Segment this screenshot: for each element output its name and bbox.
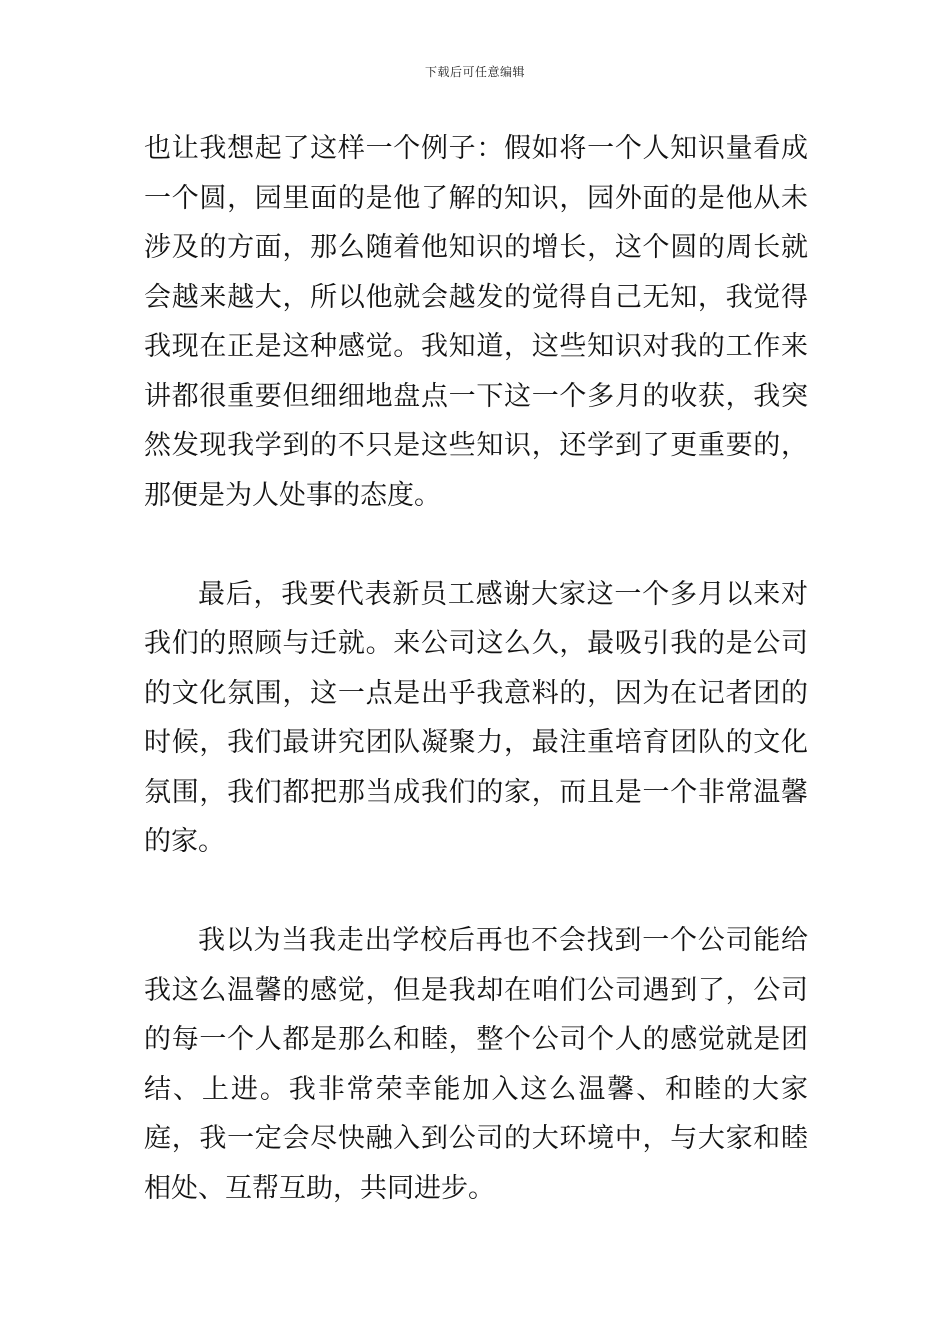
paragraph-gap [144,867,808,917]
paragraph-2: 最后，我要代表新员工感谢大家这一个多月以来对我们的照顾与迁就。来公司这么久，最吸引我的是公司的文化氛围，这一点是出乎我意料的，因为在记者团的时候，我们最讲究团队凝聚力，最注重培育团队的文化氛围，我们都把那当成我们的家，而且是一个非常温馨的家。 [144,578,808,857]
paragraph-gap [144,520,808,570]
paragraph-3: 我以为当我走出学校后再也不会找到一个公司能给我这么温馨的感觉，但是我却在咱们公司遇到了，公司的每一个人都是那么和睦，整个公司个人的感觉就是团结、上进。我非常荣幸能加入这么温馨、和睦的大家庭，我一定会尽快融入到公司的大环境中，与大家和睦相处、互帮互助，共同进步。 [144,925,808,1204]
page-header-note: 下载后可任意编辑 [424,65,525,79]
paragraph-1: 也让我想起了这样一个例子：假如将一个人知识量看成一个圆，园里面的是他了解的知识，园外面的是他从未涉及的方面，那么随着他知识的增长，这个圆的周长就会越来越大，所以他就会越发的觉得自己无知，我觉得我现在正是这种感觉。我知道，这些知识对我的工作来讲都很重要但细细地盘点一下这一个多月的收获，我突然发现我学到的不只是这些知识，还学到了更重要的，那便是为人处事的态度。 [144,133,808,511]
document-body [144,124,808,1213]
